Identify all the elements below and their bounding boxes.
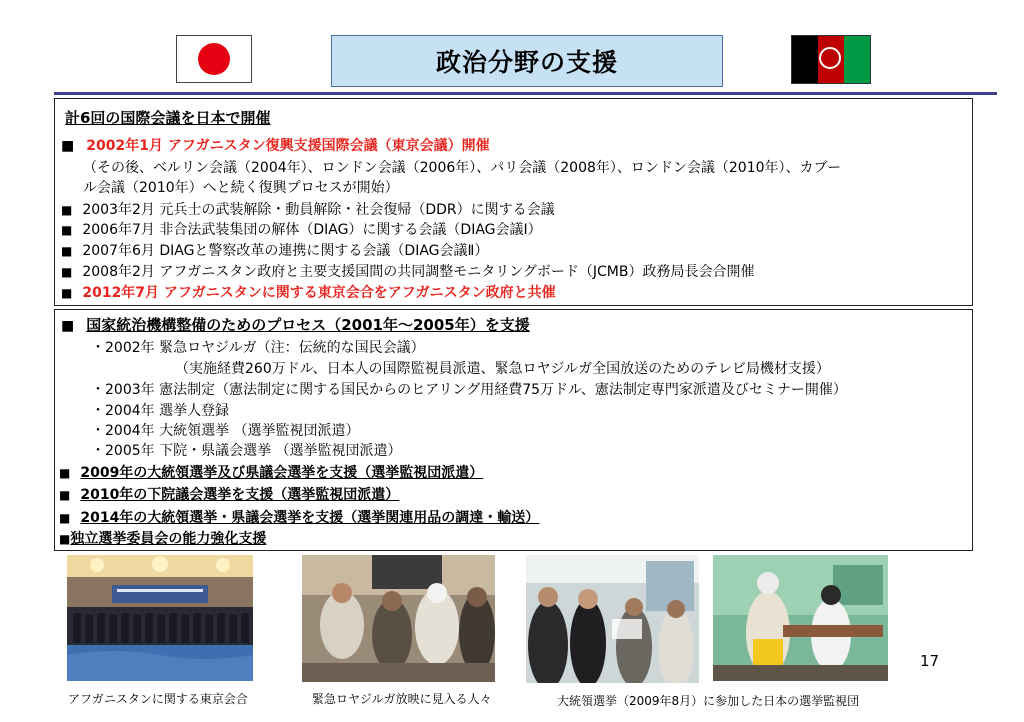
page-number: 17 (920, 652, 940, 670)
slide-title: 政治分野の支援 (331, 35, 723, 87)
governance-sub-item: ・2004年 大統領選挙 （選挙監視団派遣） (91, 423, 360, 439)
bullet-icon: ■ (61, 286, 73, 300)
bullet-icon: ■ (61, 265, 73, 279)
afghanistan-flag-icon (791, 35, 871, 84)
governance-heading: 国家統治機構整備のためのプロセス（2001年～2005年）を支援 (86, 316, 530, 334)
election-support-item: 独立選挙委員会の能力強化支援 (70, 531, 267, 547)
election-support-item: 2014年の大統領選挙・県議会選挙を支援（選挙関連用品の調達・輸送） (80, 510, 540, 526)
governance-sub-item: ・2004年 選挙人登録 (91, 403, 230, 419)
bullet-icon: ■ (61, 244, 73, 258)
loya-jirga-photo (302, 555, 495, 682)
tokyo-conference-photo (67, 555, 253, 681)
japan-flag-icon (176, 35, 252, 83)
conference-item: 2002年1月 アフガニスタン復興支援国際会議（東京会議）開催 (86, 138, 490, 154)
conference-item: 2003年2月 元兵士の武装解除・動員解除・社会復帰（DDR）に関する会議 (82, 202, 555, 218)
bullet-icon: ■ (59, 511, 71, 525)
governance-sub-item: ・2005年 下院・県議会選挙 （選挙監視団派遣） (91, 443, 402, 459)
conference-item: 2012年7月 アフガニスタンに関する東京会合をアフガニスタン政府と共催 (82, 285, 556, 301)
governance-sub-item: ・2003年 憲法制定（憲法制定に関する国民からのヒアリング用経費75万ドル、憲法制定専門家派遣及びセミナー開催） (91, 382, 847, 398)
conference-item: 2008年2月 アフガニスタン政府と主要支援国間の共同調整モニタリングボード（JCMB）政務局長会合開催 (82, 264, 755, 280)
bullet-icon: ■ (61, 203, 73, 217)
election-support-item: 2009年の大統領選挙及び県議会選挙を支援（選挙監視団派遣） (80, 465, 484, 481)
polling-station-photo (713, 555, 888, 681)
header-divider (54, 92, 997, 95)
photo-caption: 緊急ロヤジルガ放映に見入る人々 (312, 692, 492, 706)
photo-caption: アフガニスタンに関する東京会合 (68, 692, 248, 706)
rising-sun-disc (198, 43, 230, 75)
bullet-icon: ■ (61, 318, 75, 334)
bullet-icon: ■ (59, 488, 71, 502)
governance-sub-item: （実施経費260万ドル、日本人の国際監視員派遣、緊急ロヤジルガ全国放送のためのテレビ局機材支援） (175, 361, 830, 377)
bullet-icon: ■ (61, 138, 75, 154)
bullet-icon: ■ (59, 532, 71, 546)
conference-item: 2006年7月 非合法武装集団の解体（DIAG）に関する会議（DIAG会議Ⅰ） (82, 222, 542, 238)
bullet-icon: ■ (59, 466, 71, 480)
bullet-icon: ■ (61, 223, 73, 237)
conference-note: ル会議（2010年）へと続く復興プロセスが開始） (83, 180, 399, 196)
governance-sub-item: ・2002年 緊急ロヤジルガ（注：伝統的な国民会議） (91, 340, 425, 356)
election-monitors-photo (526, 555, 699, 683)
conference-note: （その後、ベルリン会議（2004年）、ロンドン会議（2006年）、パリ会議（2008年）、ロンドン会議（2010年）、カブー (83, 160, 842, 176)
emblem-icon (819, 47, 841, 69)
conference-item: 2007年6月 DIAGと警察改革の連携に関する会議（DIAG会議Ⅱ） (82, 243, 489, 259)
photo-caption: 大統領選挙（2009年8月）に参加した日本の選挙監視団 (557, 694, 860, 708)
governance-section (54, 309, 973, 551)
conference-section (54, 98, 973, 306)
conference-heading: 計6回の国際会議を日本で開催 (65, 109, 271, 127)
election-support-item: 2010年の下院議会選挙を支援（選挙監視団派遣） (80, 487, 400, 503)
